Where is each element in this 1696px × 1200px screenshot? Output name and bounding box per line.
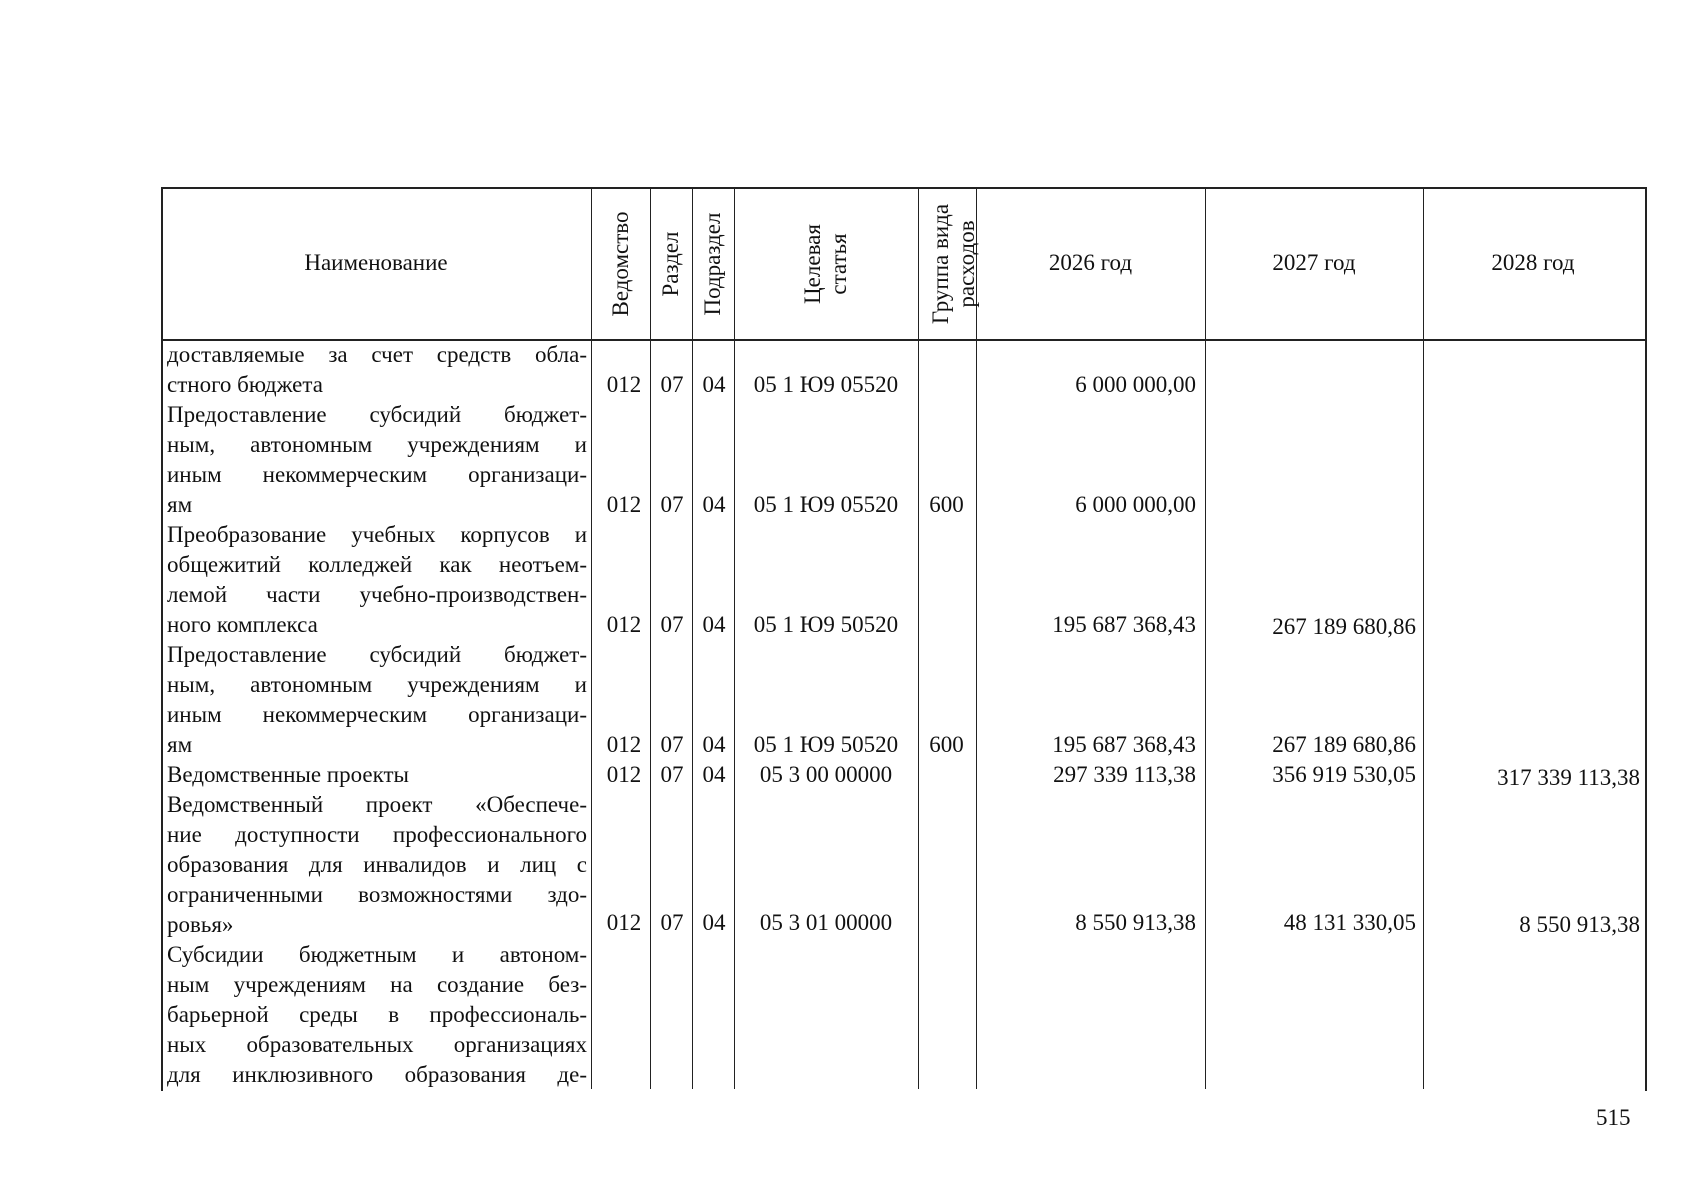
- cell-razdel: 07: [660, 612, 684, 637]
- cell-razdel: 07: [660, 492, 684, 517]
- row-name-line: иным некоммерческим организаци-: [167, 462, 587, 487]
- table-row: [161, 520, 1645, 640]
- cell-celevaya: 05 3 00 00000: [759, 762, 893, 787]
- cell-2027: 267 189 680,86: [1272, 732, 1416, 757]
- cell-razdel: 07: [660, 732, 684, 757]
- cell-2026: 297 339 113,38: [1053, 762, 1196, 787]
- header-celevaya-line1: Целевая: [800, 224, 825, 304]
- cell-2026: 6 000 000,00: [1075, 372, 1196, 397]
- row-name-line: ных образовательных организациях: [167, 1032, 587, 1057]
- cell-gruppa: 600: [929, 492, 964, 517]
- row-name-line: ным, автономным учреждениям и: [167, 432, 587, 457]
- header-year-2028: 2028 год: [1491, 250, 1575, 275]
- cell-podrazdel: 04: [702, 910, 726, 935]
- header-gruppa-line1: Группа вида: [928, 203, 953, 325]
- cell-vedomstvo: 012: [606, 372, 642, 397]
- row-name-line: ние доступности профессионального: [167, 822, 587, 847]
- row-name-line: ным учреждениям на создание без-: [167, 972, 587, 997]
- cell-razdel: 07: [660, 762, 684, 787]
- cell-vedomstvo: 012: [606, 910, 642, 935]
- cell-2028: 8 550 913,38: [1519, 912, 1640, 937]
- cell-razdel: 07: [660, 372, 684, 397]
- row-name-line: доставляемые за счет средств обла-: [167, 342, 587, 367]
- cell-vedomstvo: 012: [606, 732, 642, 757]
- row-name-line: образования для инвалидов и лиц с: [167, 852, 587, 877]
- table-row: [161, 640, 1645, 760]
- cell-2026: 6 000 000,00: [1075, 492, 1196, 517]
- row-name-line: Субсидии бюджетным и автоном-: [167, 942, 587, 967]
- row-name-line: ограниченными возможностями здо-: [167, 882, 587, 907]
- row-name-line: стного бюджета: [167, 372, 323, 397]
- cell-gruppa: 600: [929, 732, 964, 757]
- cell-2027: 48 131 330,05: [1283, 910, 1416, 935]
- row-name-line: ровья»: [167, 912, 234, 937]
- row-name-line: Ведомственный проект «Обеспече-: [167, 792, 587, 817]
- row-name-line: ям: [167, 732, 193, 757]
- row-name: [167, 520, 587, 640]
- table-row: [161, 940, 1645, 1090]
- row-name-line: барьерной среды в профессиональ-: [167, 1002, 587, 1027]
- row-name: [167, 760, 587, 790]
- header-year-2027: 2027 год: [1272, 250, 1356, 275]
- table-row: [161, 760, 1645, 790]
- row-name: [167, 340, 587, 400]
- header-gruppa-line2: расходов: [954, 220, 979, 308]
- cell-podrazdel: 04: [702, 372, 726, 397]
- table-row: [161, 340, 1645, 400]
- row-name-line: ям: [167, 492, 193, 517]
- cell-2028: 317 339 113,38: [1497, 765, 1640, 790]
- row-name: [167, 790, 587, 940]
- row-name-line: иным некоммерческим организаци-: [167, 702, 587, 727]
- cell-celevaya: 05 1 Ю9 50520: [753, 612, 899, 637]
- cell-vedomstvo: 012: [606, 762, 642, 787]
- header-name: Наименование: [304, 250, 448, 275]
- header-year-2026: 2026 год: [1048, 250, 1133, 275]
- cell-podrazdel: 04: [702, 612, 726, 637]
- header-podrazdel: Подраздел: [700, 212, 725, 316]
- row-name-line: Ведомственные проекты: [167, 762, 409, 787]
- cell-celevaya: 05 1 Ю9 05520: [753, 372, 899, 397]
- cell-podrazdel: 04: [702, 762, 726, 787]
- row-name-line: лемой части учебно-производствен-: [167, 582, 587, 607]
- cell-2026: 195 687 368,43: [1052, 732, 1196, 757]
- cell-celevaya: 05 1 Ю9 50520: [753, 732, 899, 757]
- row-name-line: Предоставление субсидий бюджет-: [167, 642, 587, 667]
- header-gruppa-vida-rashodov: [928, 194, 980, 334]
- table-row: [161, 790, 1645, 940]
- header-razdel: Раздел: [658, 231, 683, 297]
- cell-2027: 267 189 680,86: [1272, 614, 1416, 639]
- row-name-line: для инклюзивного образования де-: [167, 1062, 587, 1087]
- row-name-line: ным, автономным учреждениям и: [167, 672, 587, 697]
- cell-celevaya: 05 3 01 00000: [759, 910, 893, 935]
- row-name: [167, 940, 587, 1090]
- row-name: [167, 400, 587, 520]
- cell-razdel: 07: [660, 910, 684, 935]
- cell-podrazdel: 04: [702, 732, 726, 757]
- header-celevaya-statya: [800, 209, 852, 319]
- cell-celevaya: 05 1 Ю9 05520: [753, 492, 899, 517]
- row-name-line: Предоставление субсидий бюджет-: [167, 402, 587, 427]
- row-name-line: Преобразование учебных корпусов и: [167, 522, 587, 547]
- cell-2027: 356 919 530,05: [1272, 762, 1416, 787]
- cell-podrazdel: 04: [702, 492, 726, 517]
- table-row: [161, 400, 1645, 520]
- row-name-line: общежитий колледжей как неотъем-: [167, 552, 587, 577]
- page-number: 515: [1596, 1105, 1631, 1130]
- cell-2026: 8 550 913,38: [1075, 910, 1196, 935]
- cell-vedomstvo: 012: [606, 492, 642, 517]
- cell-vedomstvo: 012: [606, 612, 642, 637]
- cell-2026: 195 687 368,43: [1052, 612, 1196, 637]
- row-name: [167, 640, 587, 760]
- header-celevaya-line2: статья: [826, 233, 851, 295]
- header-vedomstvo: Ведомство: [608, 211, 633, 317]
- row-name-line: ного комплекса: [167, 612, 318, 637]
